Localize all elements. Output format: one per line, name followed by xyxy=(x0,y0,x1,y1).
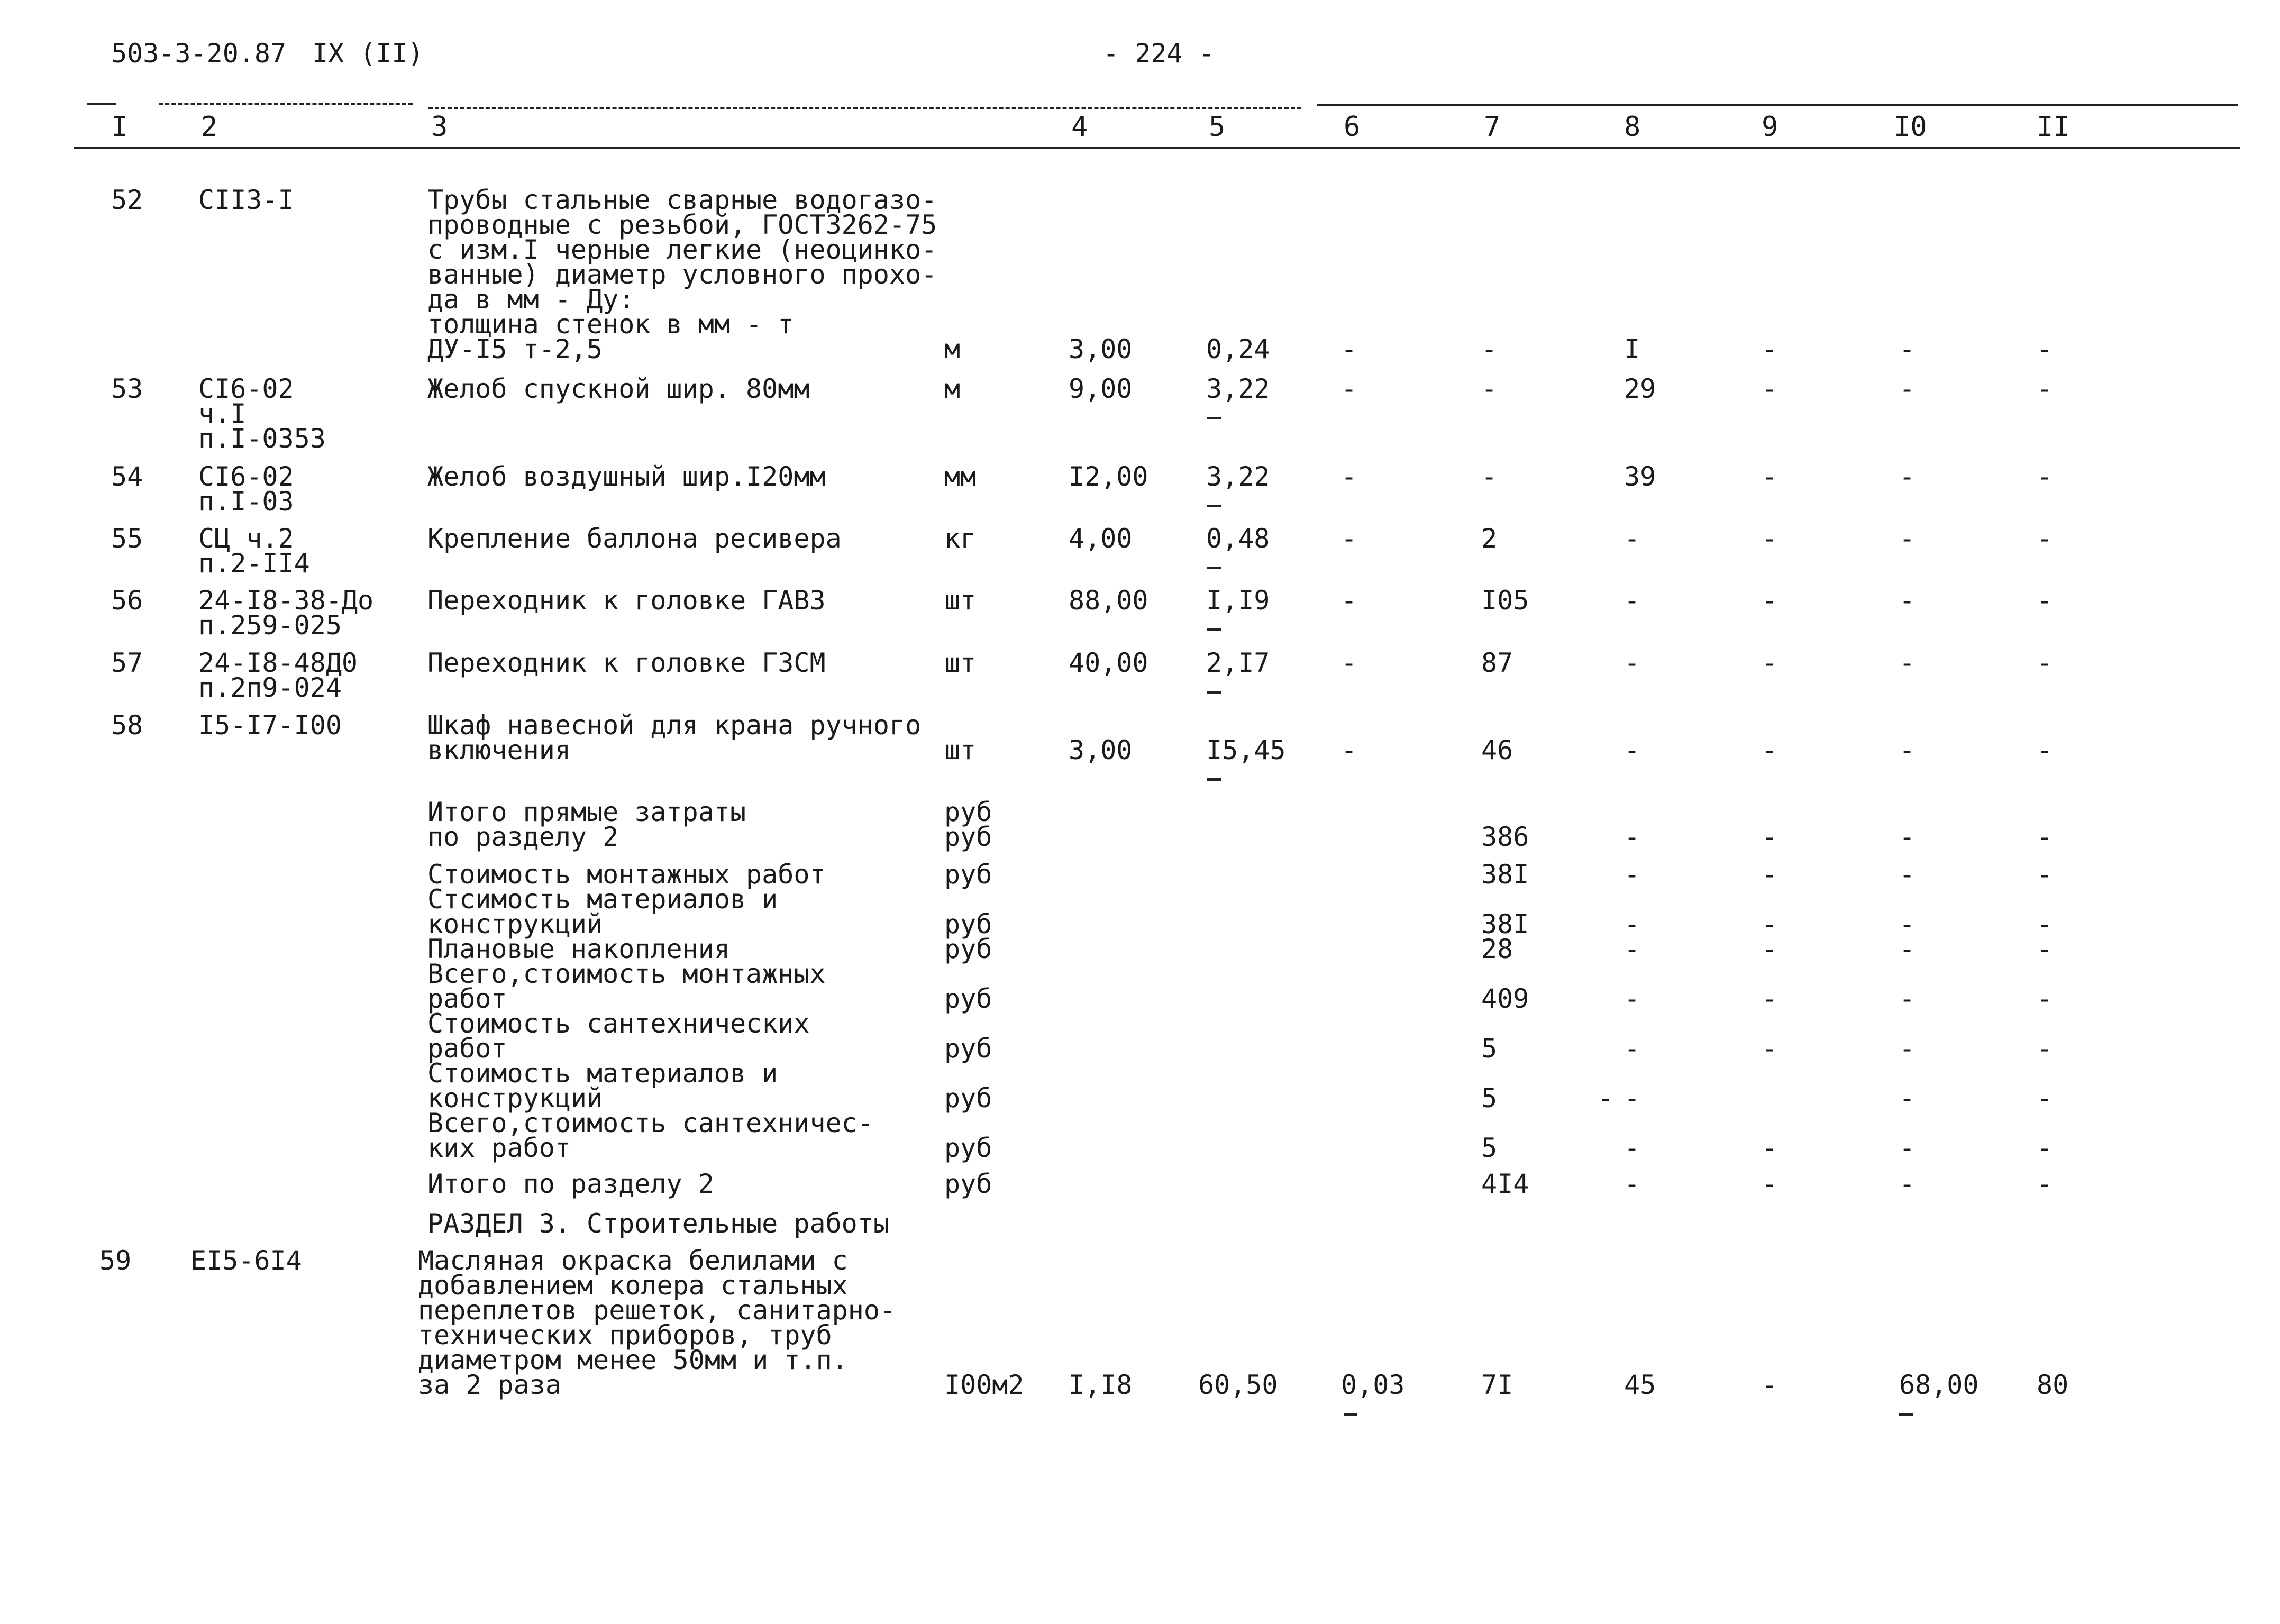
row-unit: шт xyxy=(944,647,977,678)
totals-col7: 386 xyxy=(1481,822,1529,852)
col-number-3: 3 xyxy=(431,111,448,143)
row-unit: шт xyxy=(944,735,977,765)
row-col5: 2,I7 xyxy=(1206,647,1270,678)
row-col8: - xyxy=(1624,523,1640,554)
row-description: Желоб воздушный шир.I20мм xyxy=(427,461,826,492)
row-col10: - xyxy=(1899,334,1916,364)
row-col7: - xyxy=(1481,461,1498,492)
row-col10: - xyxy=(1899,461,1916,492)
row-col6: 0,03 xyxy=(1341,1370,1405,1400)
row-col8: - xyxy=(1624,647,1640,678)
row-col4: I,I8 xyxy=(1069,1370,1133,1400)
row-col5: I5,45 xyxy=(1206,735,1286,765)
row-code: СII3-I xyxy=(198,185,294,215)
row-code: I5-I7-I00 xyxy=(198,710,342,741)
totals-col9: - xyxy=(1762,1133,1778,1163)
header-rule-top-2 xyxy=(159,103,413,105)
row-unit: шт xyxy=(944,585,977,616)
row-col4: 3,00 xyxy=(1069,735,1133,765)
row-col8: 29 xyxy=(1624,373,1656,404)
row-col4: 88,00 xyxy=(1069,585,1148,616)
totals-col8: - xyxy=(1624,934,1640,964)
totals-col8: - xyxy=(1624,983,1640,1014)
totals-col7: 5 xyxy=(1481,1133,1498,1163)
totals-col11: - xyxy=(2037,1083,2053,1114)
totals-col8: - xyxy=(1624,822,1640,852)
row-col10: - xyxy=(1899,735,1916,765)
col-number-1: I xyxy=(111,111,128,143)
totals-col9: - xyxy=(1762,859,1778,890)
page-number: - 224 - xyxy=(1103,38,1215,69)
totals-col8: - xyxy=(1624,1169,1640,1199)
row-col9: - xyxy=(1762,461,1778,492)
col-number-6: 6 xyxy=(1344,111,1361,143)
row-col7: 87 xyxy=(1481,647,1513,678)
totals-col10: - xyxy=(1899,1169,1916,1199)
totals-label: Плановые накопления xyxy=(427,934,730,964)
totals-label: Стсимость материалов и конструкций xyxy=(427,884,778,939)
totals-unit: руб xyxy=(944,1169,992,1199)
totals-col8: - xyxy=(1624,1083,1640,1114)
totals-col9: - xyxy=(1762,1033,1778,1064)
row-col5: 3,22 xyxy=(1206,461,1270,492)
totals-col9: - xyxy=(1762,983,1778,1014)
totals-label: Всего,стоимость монтажных работ xyxy=(427,959,826,1014)
row-col5: 3,22 xyxy=(1206,373,1270,404)
row-col10: 68,00 xyxy=(1899,1370,1979,1400)
row-code: СI6-02 п.I-03 xyxy=(198,461,294,517)
totals-col10: - xyxy=(1899,1083,1916,1114)
row-unit: I00м2 xyxy=(944,1370,1024,1400)
row-col4: I2,00 xyxy=(1069,461,1148,492)
totals-unit: руб xyxy=(944,1083,992,1114)
underline-mark xyxy=(1207,505,1221,507)
row-description: Крепление баллона ресивера xyxy=(427,523,842,554)
totals-col10: - xyxy=(1899,859,1916,890)
header-rule-top-3 xyxy=(428,107,1301,109)
totals-col11: - xyxy=(2037,1133,2053,1163)
row-col9: - xyxy=(1762,334,1778,364)
row-number: 57 xyxy=(111,647,143,678)
row-col10: - xyxy=(1899,373,1916,404)
totals-col10: - xyxy=(1899,983,1916,1014)
totals-col10: - xyxy=(1899,909,1916,939)
row-col9: - xyxy=(1762,1370,1778,1400)
row-col6: - xyxy=(1341,461,1357,492)
totals-col7: 5 xyxy=(1481,1083,1498,1114)
row-col11: 80 xyxy=(2037,1370,2069,1400)
col-number-9: 9 xyxy=(1762,111,1779,143)
row-col7: - xyxy=(1481,334,1498,364)
row-description: Желоб спускной шир. 80мм xyxy=(427,373,810,404)
row-number: 59 xyxy=(99,1245,132,1276)
totals-col8: - xyxy=(1624,859,1640,890)
totals-col8: - xyxy=(1624,909,1640,939)
row-code: 24-I8-38-До п.259-025 xyxy=(198,585,374,641)
col-number-8: 8 xyxy=(1624,111,1641,143)
row-col9: - xyxy=(1762,523,1778,554)
totals-col8: - xyxy=(1624,1133,1640,1163)
row-col5: 0,24 xyxy=(1206,334,1270,364)
totals-col11: - xyxy=(2037,1033,2053,1064)
section-title: РАЗДЕЛ 3. Строительные работы xyxy=(427,1208,889,1239)
row-col8: - xyxy=(1624,585,1640,616)
underline-mark xyxy=(1207,567,1221,569)
col-number-10: I0 xyxy=(1894,111,1927,143)
row-col7: 2 xyxy=(1481,523,1498,554)
totals-col11: - xyxy=(2037,983,2053,1014)
row-number: 56 xyxy=(111,585,143,616)
row-description: Трубы стальные сварные водогазо- проводные с резьбой, ГОСТ3262-75 с изм.I черные легкие (неоцинко- ванные) диаметр условного прохо- да в мм - Ду: толщина стенок в мм - т ДУ-I5 т-2,5 xyxy=(427,185,937,364)
totals-col9: - xyxy=(1762,909,1778,939)
col-number-11: II xyxy=(2037,111,2070,143)
totals-unit: руб xyxy=(944,909,992,939)
row-col11: - xyxy=(2037,373,2053,404)
totals-col7: 4I4 xyxy=(1481,1169,1529,1199)
row-col11: - xyxy=(2037,523,2053,554)
totals-col7: 38I xyxy=(1481,909,1529,939)
totals-unit: руб xyxy=(944,934,992,964)
underline-mark xyxy=(1344,1413,1357,1416)
totals-col9: - xyxy=(1598,1083,1614,1114)
row-code: СI6-02 ч.I п.I-0353 xyxy=(198,373,326,454)
totals-label: Всего,стоимость сантехничес- ких работ xyxy=(427,1108,873,1163)
underline-mark xyxy=(1207,778,1221,781)
row-col11: - xyxy=(2037,461,2053,492)
row-col11: - xyxy=(2037,585,2053,616)
row-col11: - xyxy=(2037,647,2053,678)
row-description: Переходник к головке ГЗСМ xyxy=(427,647,826,678)
totals-col9: - xyxy=(1762,934,1778,964)
row-number: 53 xyxy=(111,373,143,404)
totals-unit: руб xyxy=(944,1033,992,1064)
underline-mark xyxy=(1207,417,1221,419)
row-col10: - xyxy=(1899,523,1916,554)
totals-col10: - xyxy=(1899,934,1916,964)
totals-col7: 38I xyxy=(1481,859,1529,890)
row-col6: - xyxy=(1341,647,1357,678)
row-col8: 39 xyxy=(1624,461,1656,492)
row-col7: 7I xyxy=(1481,1370,1513,1400)
row-col6: - xyxy=(1341,735,1357,765)
row-description: Переходник к головке ГАВЗ xyxy=(427,585,826,616)
totals-col10: - xyxy=(1899,1133,1916,1163)
row-col6: - xyxy=(1341,585,1357,616)
row-code: ЕI5-6I4 xyxy=(190,1245,302,1276)
row-description: Шкаф навесной для крана ручного включения xyxy=(427,710,922,765)
totals-label: Итого по разделу 2 xyxy=(427,1169,714,1199)
totals-col8: - xyxy=(1624,1033,1640,1064)
row-unit: кг xyxy=(944,523,977,554)
totals-unit: руб xyxy=(944,983,992,1014)
row-col9: - xyxy=(1762,373,1778,404)
row-unit: мм xyxy=(944,461,977,492)
row-number: 58 xyxy=(111,710,143,741)
row-col8: I xyxy=(1624,334,1640,364)
totals-unit: руб руб xyxy=(944,797,992,852)
row-col4: 9,00 xyxy=(1069,373,1133,404)
totals-label: Стоимость материалов и конструкций xyxy=(427,1058,778,1114)
row-description: Масляная окраска белилами с добавлением колера стальных переплетов решеток, санитарно- технических приборов, труб диаметром менее 50мм и т.п. за 2 раза xyxy=(418,1245,896,1400)
doc-code: 503-3-20.87 xyxy=(111,38,287,69)
row-col5: 60,50 xyxy=(1198,1370,1278,1400)
row-number: 54 xyxy=(111,461,143,492)
row-col7: - xyxy=(1481,373,1498,404)
totals-label: Итого прямые затраты по разделу 2 xyxy=(427,797,746,852)
underline-mark xyxy=(1899,1413,1913,1416)
row-col6: - xyxy=(1341,373,1357,404)
row-col9: - xyxy=(1762,585,1778,616)
row-col6: - xyxy=(1341,523,1357,554)
row-col8: - xyxy=(1624,735,1640,765)
underline-mark xyxy=(1207,691,1221,694)
row-col9: - xyxy=(1762,735,1778,765)
row-col7: I05 xyxy=(1481,585,1529,616)
row-number: 55 xyxy=(111,523,143,554)
totals-col7: 5 xyxy=(1481,1033,1498,1064)
row-col11: - xyxy=(2037,334,2053,364)
row-unit: м xyxy=(944,373,961,404)
row-col10: - xyxy=(1899,585,1916,616)
totals-col7: 409 xyxy=(1481,983,1529,1014)
col-number-2: 2 xyxy=(201,111,218,143)
totals-label: Стоимость сантехнических работ xyxy=(427,1008,810,1064)
row-col5: I,I9 xyxy=(1206,585,1270,616)
totals-col10: - xyxy=(1899,822,1916,852)
row-col4: 4,00 xyxy=(1069,523,1133,554)
totals-col11: - xyxy=(2037,1169,2053,1199)
header-rule-top-1 xyxy=(87,103,116,105)
totals-col11: - xyxy=(2037,859,2053,890)
header-rule-top-4 xyxy=(1317,104,2238,106)
totals-col11: - xyxy=(2037,822,2053,852)
row-col10: - xyxy=(1899,647,1916,678)
row-col5: 0,48 xyxy=(1206,523,1270,554)
totals-col10: - xyxy=(1899,1033,1916,1064)
totals-col11: - xyxy=(2037,934,2053,964)
totals-col11: - xyxy=(2037,909,2053,939)
row-unit: м xyxy=(944,334,961,364)
row-col9: - xyxy=(1762,647,1778,678)
totals-col7: 28 xyxy=(1481,934,1513,964)
totals-unit: руб xyxy=(944,1133,992,1163)
col-number-4: 4 xyxy=(1071,111,1088,143)
row-col4: 3,00 xyxy=(1069,334,1133,364)
col-number-7: 7 xyxy=(1484,111,1501,143)
totals-col9: - xyxy=(1762,1169,1778,1199)
underline-mark xyxy=(1207,628,1221,631)
row-number: 52 xyxy=(111,185,143,215)
header-rule-bottom xyxy=(74,147,2240,149)
totals-label: Стоимость монтажных работ xyxy=(427,859,826,890)
totals-col9: - xyxy=(1762,822,1778,852)
row-col6: - xyxy=(1341,334,1357,364)
row-col11: - xyxy=(2037,735,2053,765)
row-col8: 45 xyxy=(1624,1370,1656,1400)
doc-section: IX (II) xyxy=(312,38,424,69)
row-col7: 46 xyxy=(1481,735,1513,765)
row-code: СЦ ч.2 п.2-II4 xyxy=(198,523,310,579)
totals-unit: руб xyxy=(944,859,992,890)
row-col4: 40,00 xyxy=(1069,647,1148,678)
row-code: 24-I8-48Д0 п.2п9-024 xyxy=(198,647,358,703)
col-number-5: 5 xyxy=(1209,111,1226,143)
